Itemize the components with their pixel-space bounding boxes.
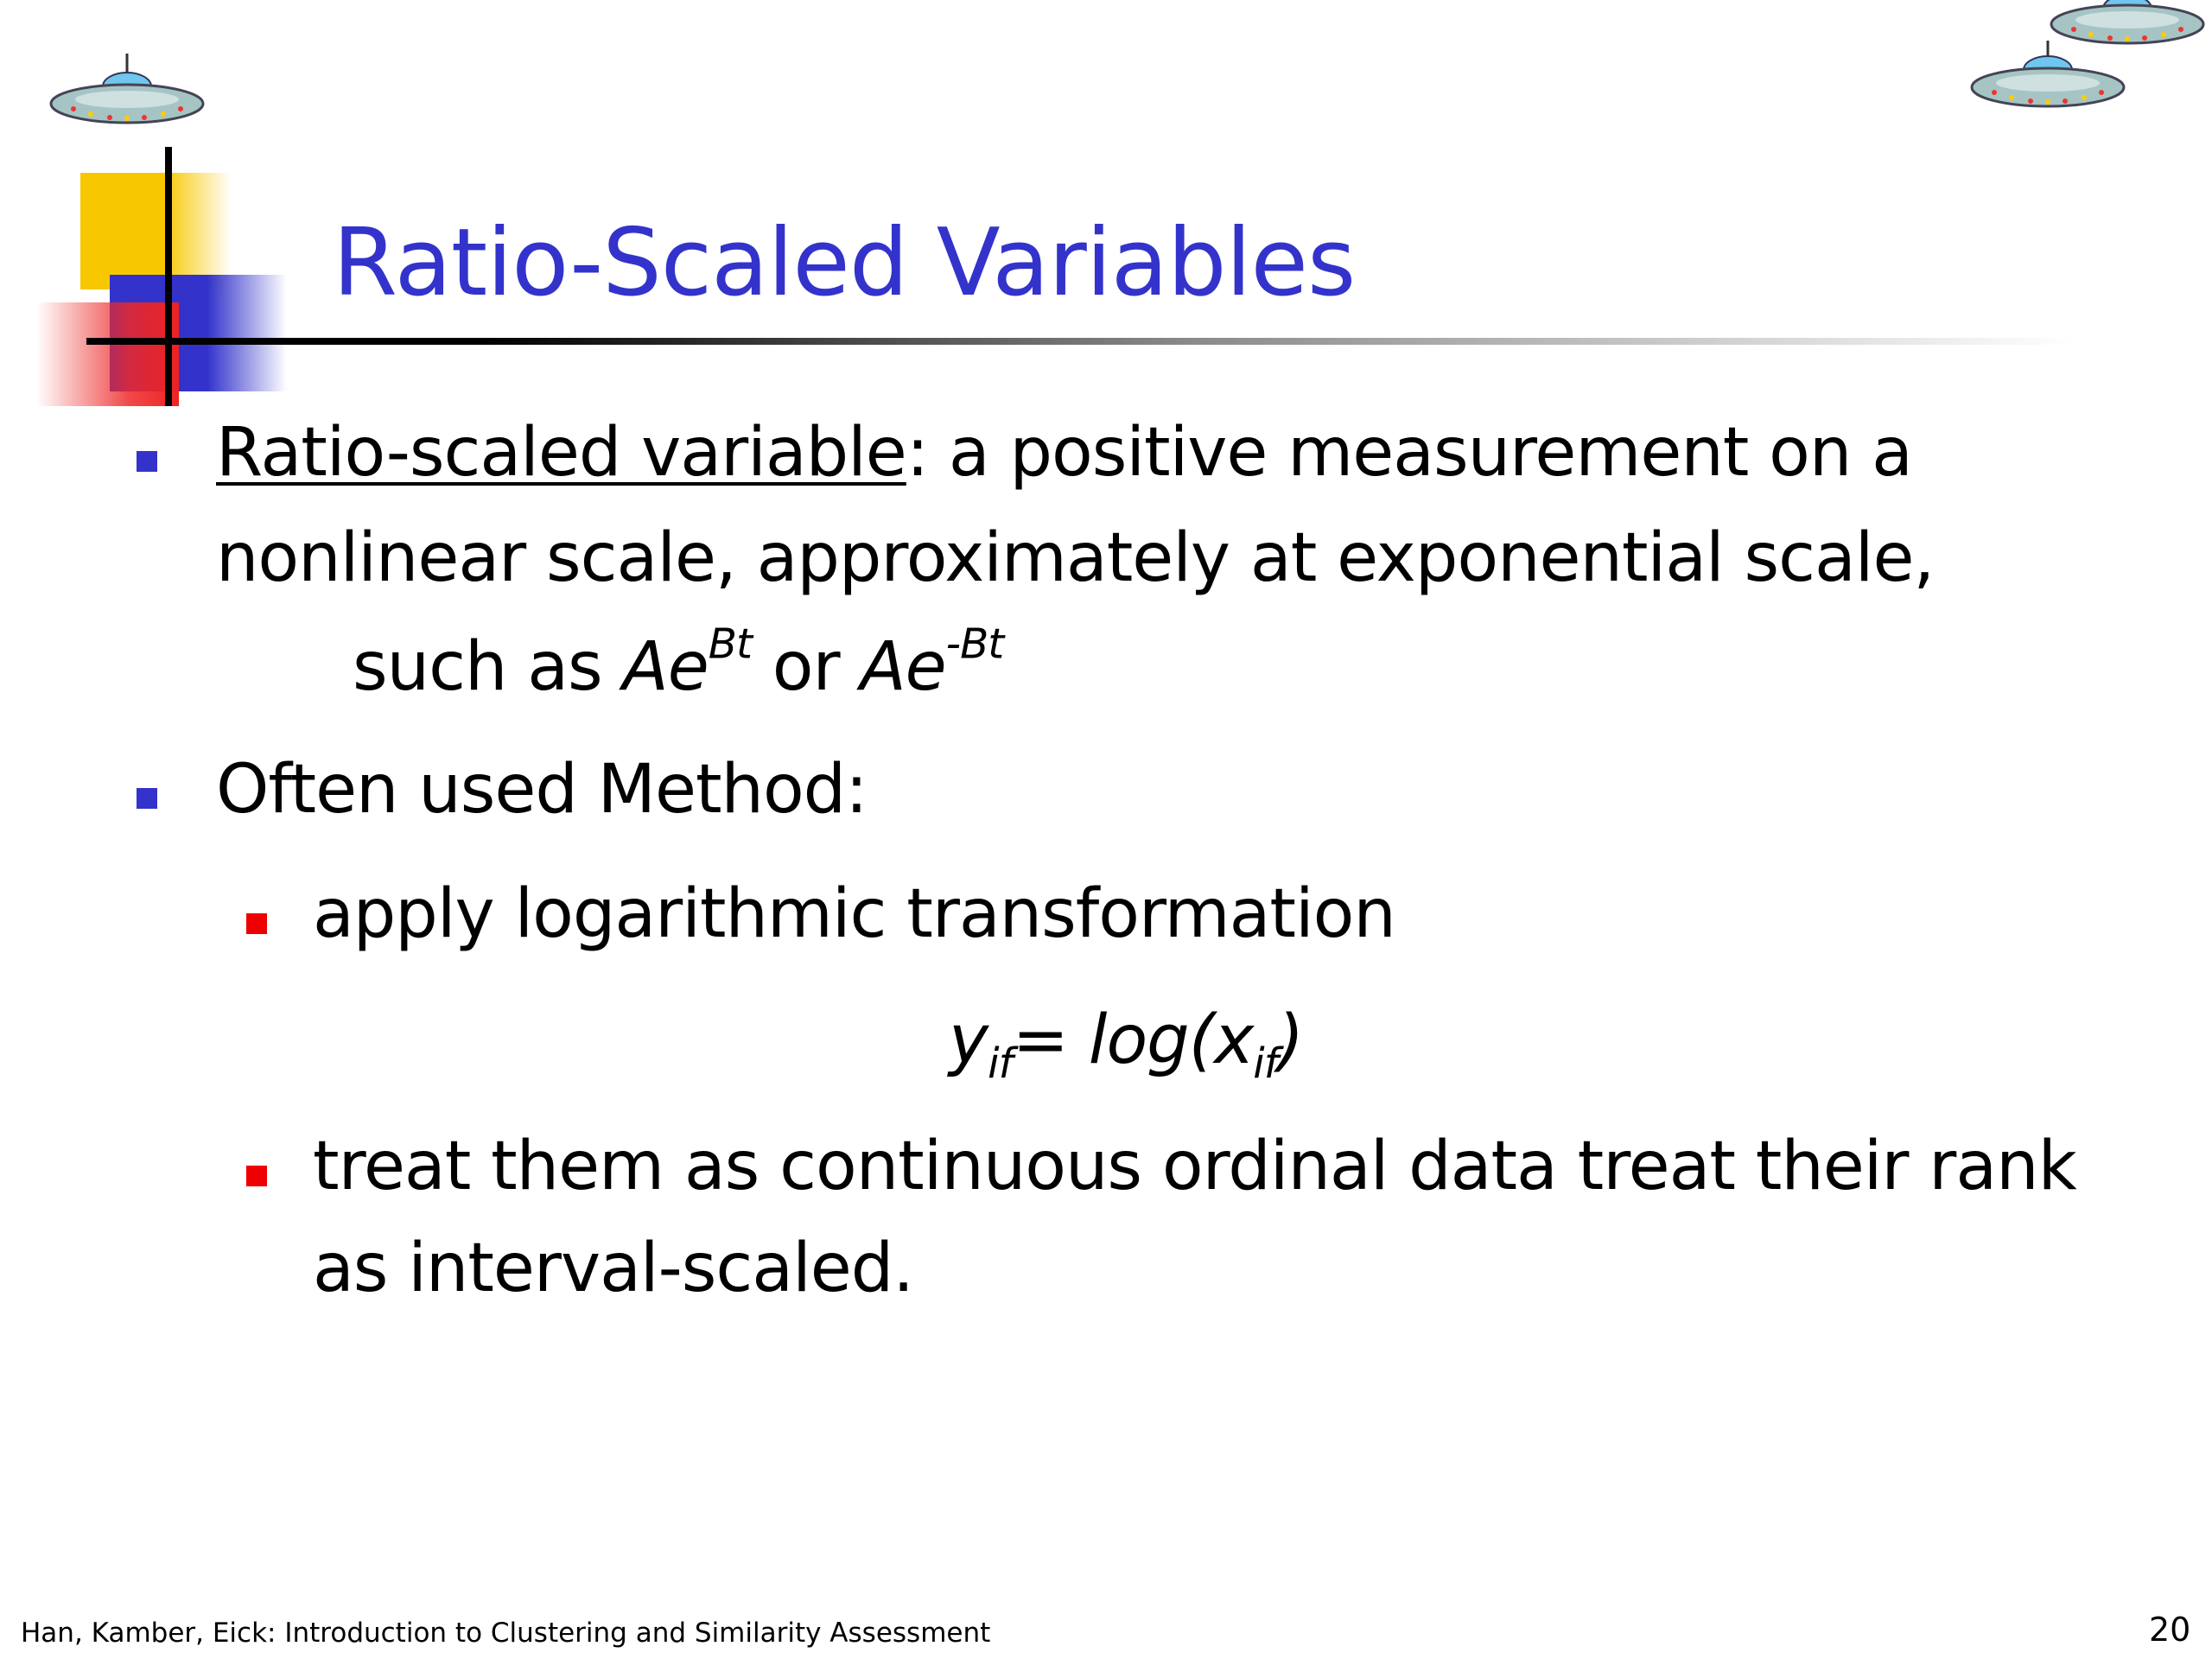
- bullet-1-line-1: [216, 410, 1912, 496]
- slide-title: Ratio-Scaled Variables: [333, 209, 1356, 317]
- formula-close-paren: ): [1277, 1001, 1304, 1079]
- formula-subscript: if: [988, 1039, 1013, 1088]
- formula-y: y: [949, 1001, 988, 1079]
- expr-exponent: -Bt: [945, 620, 1004, 669]
- term-ratio-scaled-variable: Ratio-scaled variable: [216, 414, 906, 492]
- expression-decay: [860, 620, 1004, 706]
- bullet-marker: [137, 451, 157, 472]
- sub-bullet-2-line-2: as interval-scaled.: [313, 1230, 914, 1307]
- sub-bullet-marker: [246, 1166, 267, 1186]
- such-as-text: such as: [353, 628, 623, 706]
- sub-bullet-2-line-1: treat them as continuous ordinal data treat their rank: [313, 1128, 2076, 1205]
- logo-yellow-square: [80, 173, 232, 289]
- or-text: or: [751, 628, 861, 706]
- title-rule: [86, 338, 2074, 345]
- footer-citation: Han, Kamber, Eick: Introduction to Clustering and Similarity Assessment: [21, 1618, 991, 1649]
- expr-base: Ae: [860, 628, 946, 706]
- bullet-1-definition: : a positive measurement on a: [906, 414, 1912, 492]
- formula-subscript: if: [1253, 1039, 1278, 1088]
- slide-number: 20: [2149, 1611, 2191, 1649]
- sub-bullet-1-text: apply logarithmic transformation: [313, 875, 1395, 953]
- logo-vertical-line: [165, 147, 172, 406]
- ufo-icon: [1968, 39, 2128, 117]
- expr-base: Ae: [622, 628, 709, 706]
- bullet-1-line-3: [353, 620, 1004, 710]
- logo-red-square: [36, 302, 179, 406]
- log-formula: [949, 997, 1304, 1088]
- bullet-2-text: Often used Method:: [216, 751, 868, 829]
- bullet-marker: [137, 788, 157, 809]
- sub-bullet-marker: [246, 913, 267, 934]
- formula-log: = log(x: [1012, 1001, 1254, 1079]
- expression-growth: [622, 620, 752, 706]
- ufo-icon: [48, 52, 207, 134]
- expr-exponent: Bt: [708, 620, 752, 669]
- bullet-1-line-2: nonlinear scale, approximately at exponential scale,: [216, 519, 1935, 597]
